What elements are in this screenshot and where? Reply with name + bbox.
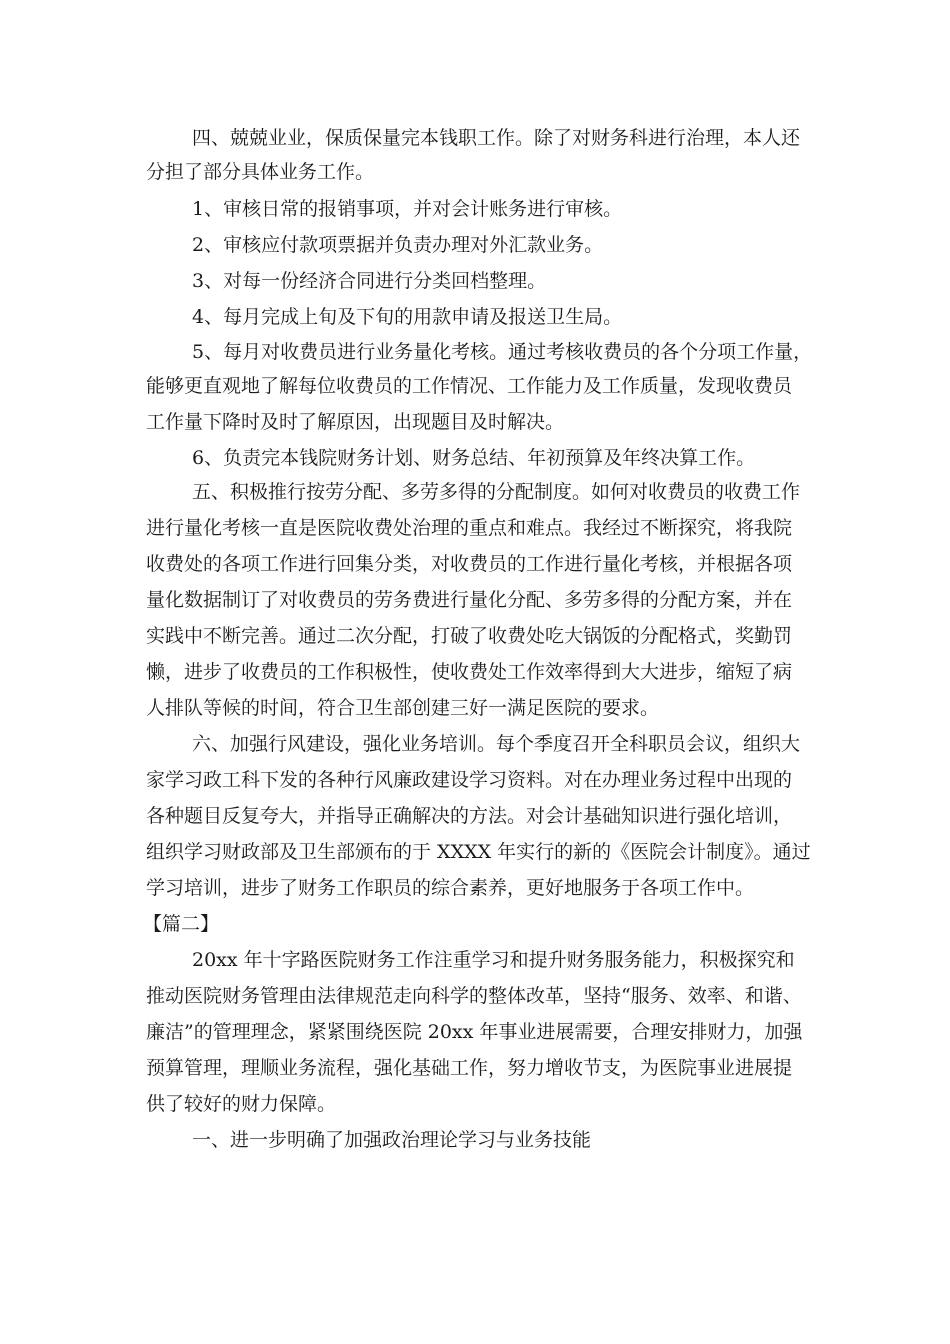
paragraph-6-line-2: 家学习政工科下发的各种行风廉政建设学习资料。对在办理业务过程中出现的 (146, 769, 793, 791)
paragraph-5-line-7: 人排队等候的时间，符合卫生部创建三好一满足医院的要求。 (146, 697, 660, 719)
paragraph-5-line-1: 五、积极推行按劳分配、多劳多得的分配制度。如何对收费员的收费工作 (192, 481, 801, 503)
paragraph-6-line-5: 学习培训，进步了财务工作职员的综合素养，更好地服务于各项工作中。 (146, 877, 755, 899)
paragraph-5-line-3: 收费处的各项工作进行回集分类，对收费员的工作进行量化考核，并根据各项 (146, 553, 793, 575)
list-item-5-line-1: 5、每月对收费员进行业务量化考核。通过考核收费员的各个分项工作量， (192, 341, 813, 363)
paragraph-5-line-5: 实践中不断完善。通过二次分配，打破了收费处吃大锅饭的分配格式，奖勤罚 (146, 625, 793, 647)
list-item-5-line-2: 能够更直观地了解每位收费员的工作情况、工作能力及工作质量，发现收费员 (146, 375, 793, 397)
list-item-2: 2、审核应付款项票据并负责办理对外汇款业务。 (192, 234, 604, 256)
part-two-paragraph-line-2: 推动医院财务管理由法律规范走向科学的整体改革，坚持“服务、效率、和谐、 (146, 985, 802, 1007)
list-item-6: 6、负责完本钱院财务计划、财务总结、年初预算及年终决算工作。 (192, 447, 756, 469)
section-heading: 【篇二】 (143, 913, 220, 935)
list-item-1: 1、审核日常的报销事项，并对会计账务进行审核。 (192, 198, 623, 220)
paragraph-6-line-1: 六、加强行风建设，强化业务培训。每个季度召开全科职员会议，组织大 (192, 733, 801, 755)
part-two-paragraph-line-4: 预算管理，理顺业务流程，强化基础工作，努力增收节支，为医院事业进展提 (146, 1057, 793, 1079)
list-item-4: 4、每月完成上旬及下旬的用款申请及报送卫生局。 (192, 306, 623, 328)
part-two-paragraph-line-5: 供了较好的财力保障。 (146, 1093, 337, 1115)
paragraph-6-line-3: 各种题目反复夸大，并指导正确解决的方法。对会计基础知识进行强化培训， (146, 805, 793, 827)
list-item-3: 3、对每一份经济合同进行分类回档整理。 (192, 270, 547, 292)
paragraph-5-line-4: 量化数据制订了对收费员的劳务费进行量化分配、多劳多得的分配方案，并在 (146, 589, 793, 611)
paragraph-5-line-2: 进行量化考核一直是医院收费处治理的重点和难点。我经过不断探究，将我院 (146, 517, 793, 539)
paragraph-4-line-1: 四、兢兢业业，保质保量完本钱职工作。除了对财务科进行治理，本人还 (192, 127, 801, 149)
paragraph-6-line-4: 组织学习财政部及卫生部颁布的于 XXXX 年实行的新的《医院会计制度》。通过 (146, 841, 811, 863)
part-two-paragraph-line-3: 廉洁”的管理理念，紧紧围绕医院 20xx 年事业进展需要，合理安排财力，加强 (146, 1021, 803, 1043)
list-item-5-line-3: 工作量下降时及时了解原因，出现题目及时解决。 (146, 411, 565, 433)
paragraph-5-line-6: 懒，进步了收费员的工作积极性，使收费处工作效率得到大大进步，缩短了病 (146, 661, 793, 683)
part-two-paragraph-line-1: 20xx 年十字路医院财务工作注重学习和提升财务服务能力，积极探究和 (192, 949, 795, 971)
part-two-subheading: 一、进一步明确了加强政治理论学习与业务技能 (192, 1129, 592, 1151)
paragraph-4-line-2: 分担了部分具体业务工作。 (146, 161, 375, 183)
